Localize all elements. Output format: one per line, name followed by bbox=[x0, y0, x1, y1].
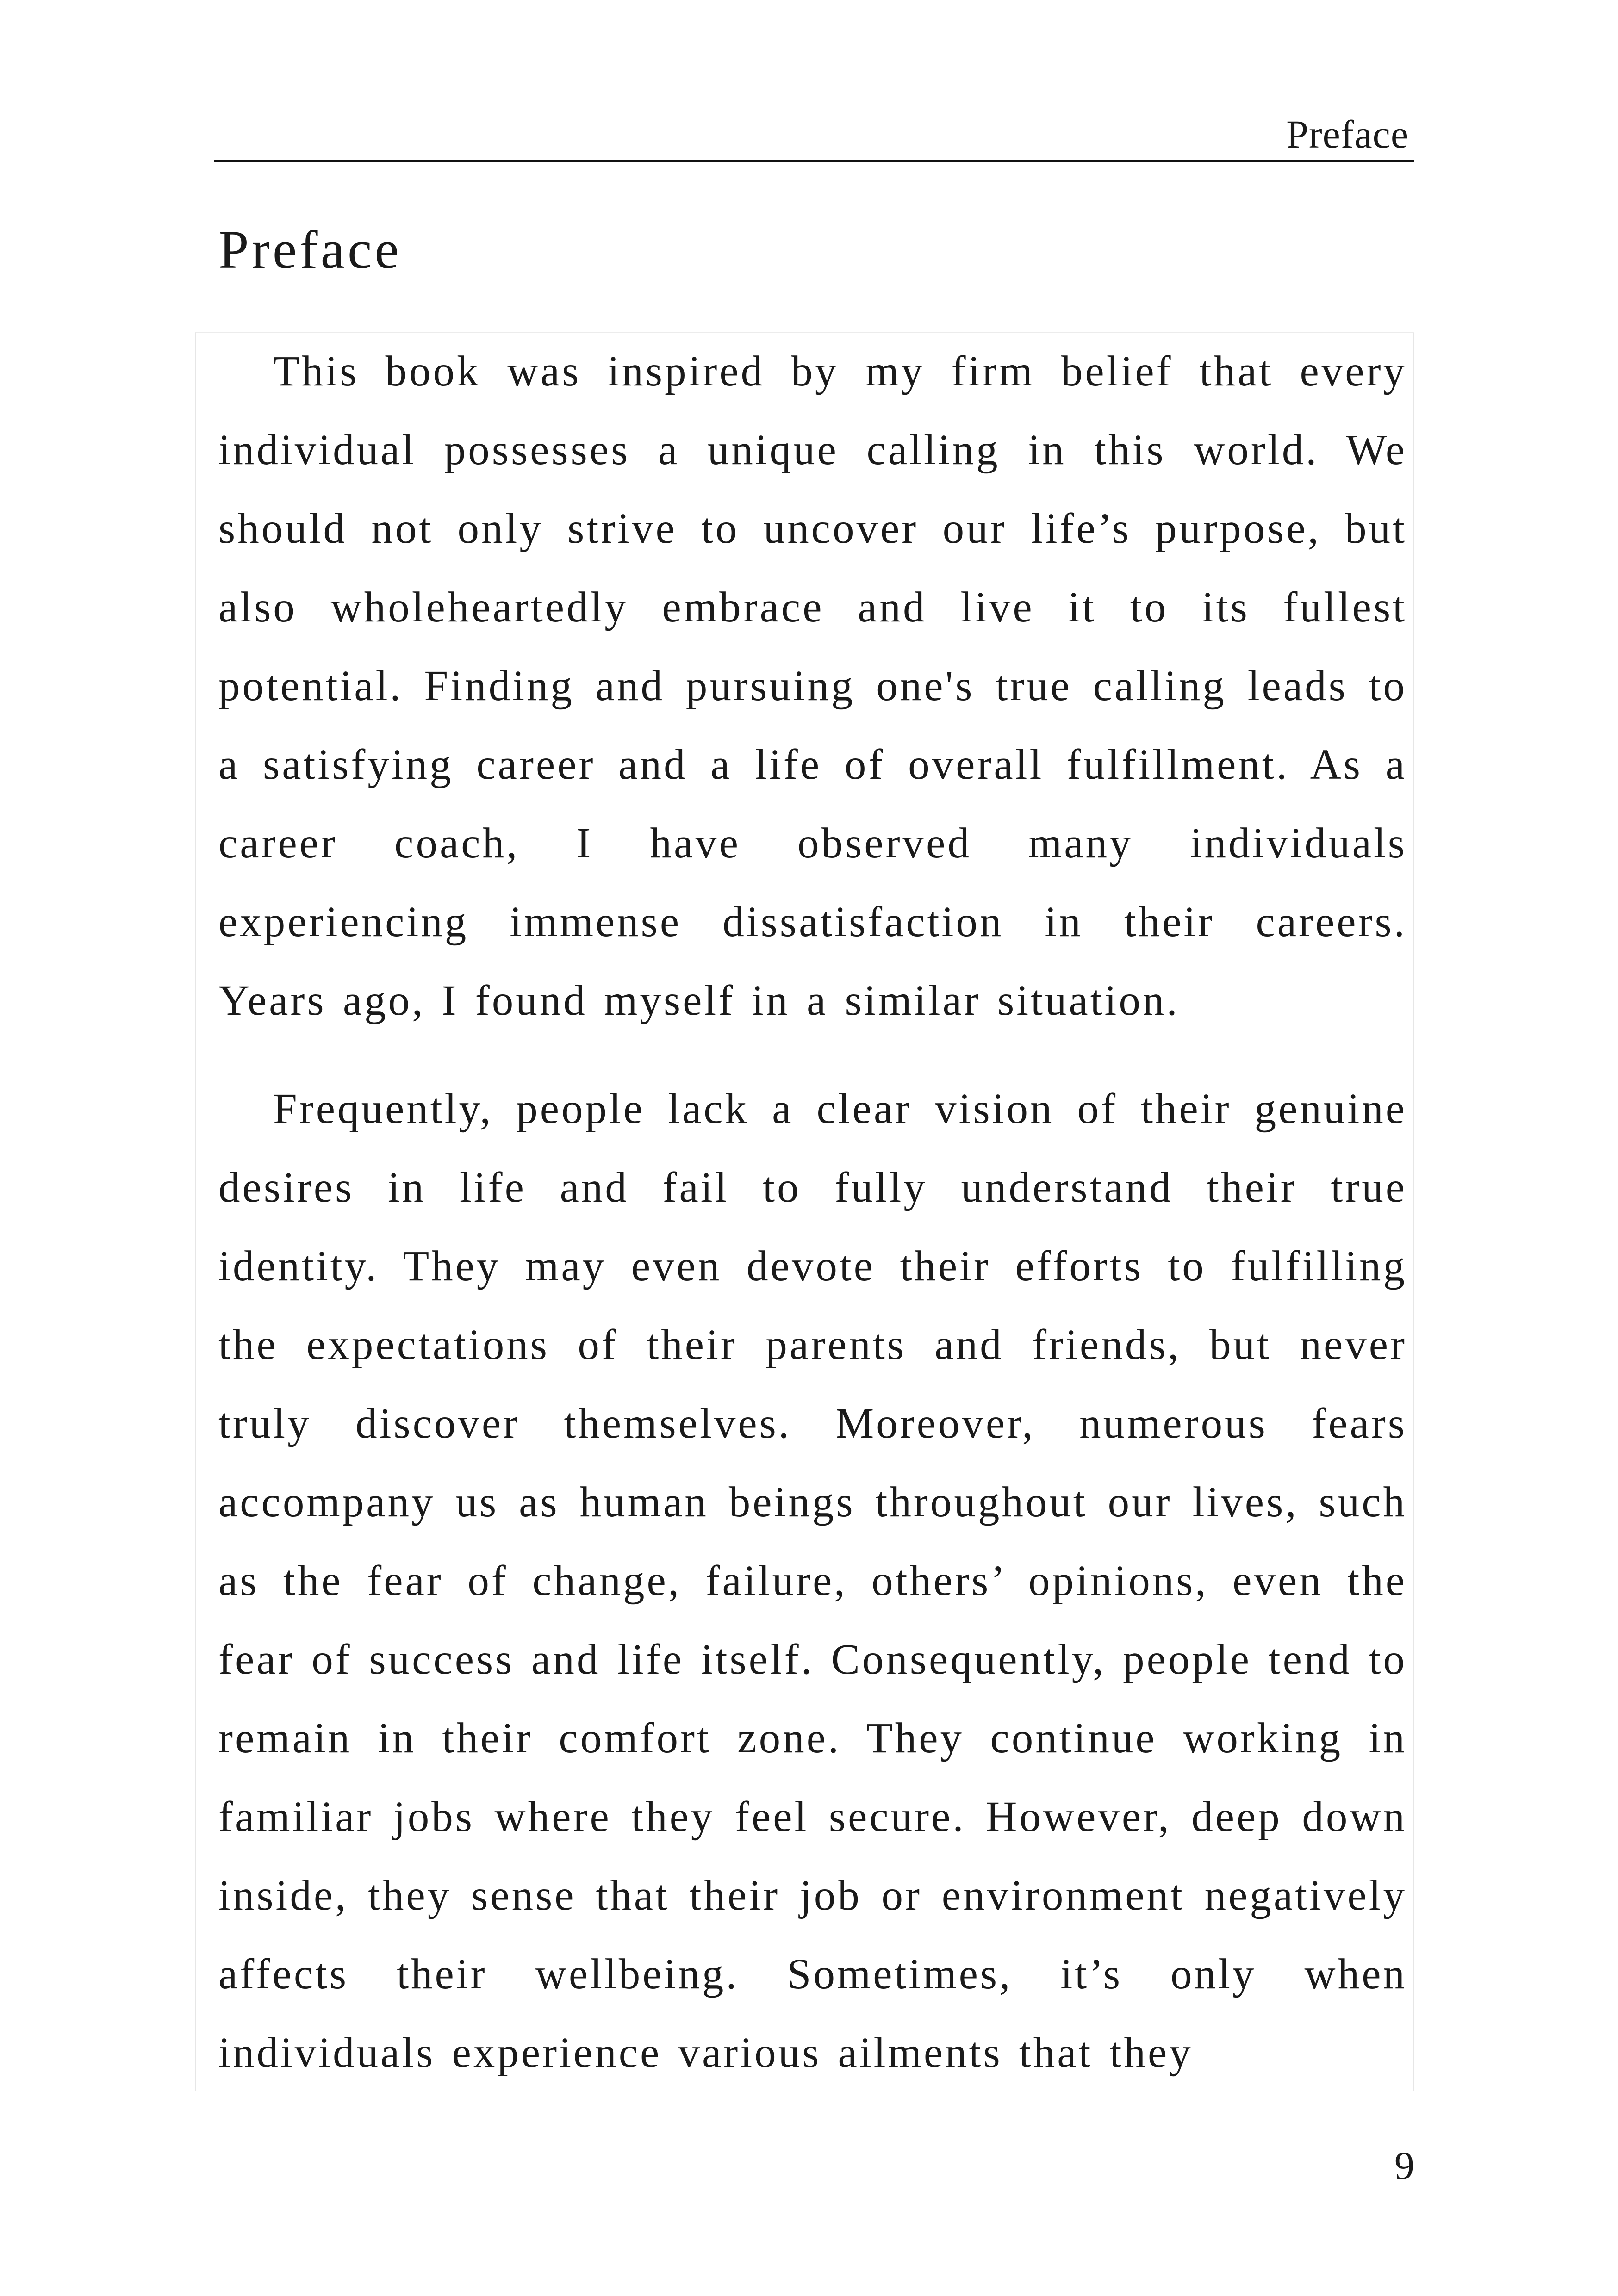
running-header-title: Preface bbox=[1286, 112, 1409, 156]
running-header bbox=[214, 106, 1414, 162]
paragraph: This book was inspired by my firm belief that every individual possesses a unique calling in this world. We should not only strive to uncover our life’s purpose, but also wholeheartedly embrace and live it to its fullest potential. Finding and pursuing one's true calling leads to a satisfying career and a life of overall fulfillment. As a career coach, I have observed many individuals experiencing immense dissatisfaction in their careers. Years ago, I found myself in a similar situation. bbox=[218, 348, 1407, 1024]
page-number: 9 bbox=[1394, 2143, 1414, 2188]
chapter-title: Preface bbox=[218, 219, 402, 280]
body-text bbox=[218, 332, 1407, 2092]
paragraph: Frequently, people lack a clear vision of their genuine desires in life and fail to fully understand their true identity. They may even devote their efforts to fulfilling the expectations of their parents and friends, but never truly discover themselves. Moreover, numerous fears accompany us as human beings throughout our lives, such as the fear of change, failure, others’ opinions, even the fear of success and life itself. Consequently, people tend to remain in their comfort zone. They continue working in familiar jobs where they feel secure. However, deep down inside, they sense that their job or environment negatively affects their wellbeing. Sometimes, it’s only when individuals experience various ailments that they bbox=[218, 1085, 1407, 2077]
